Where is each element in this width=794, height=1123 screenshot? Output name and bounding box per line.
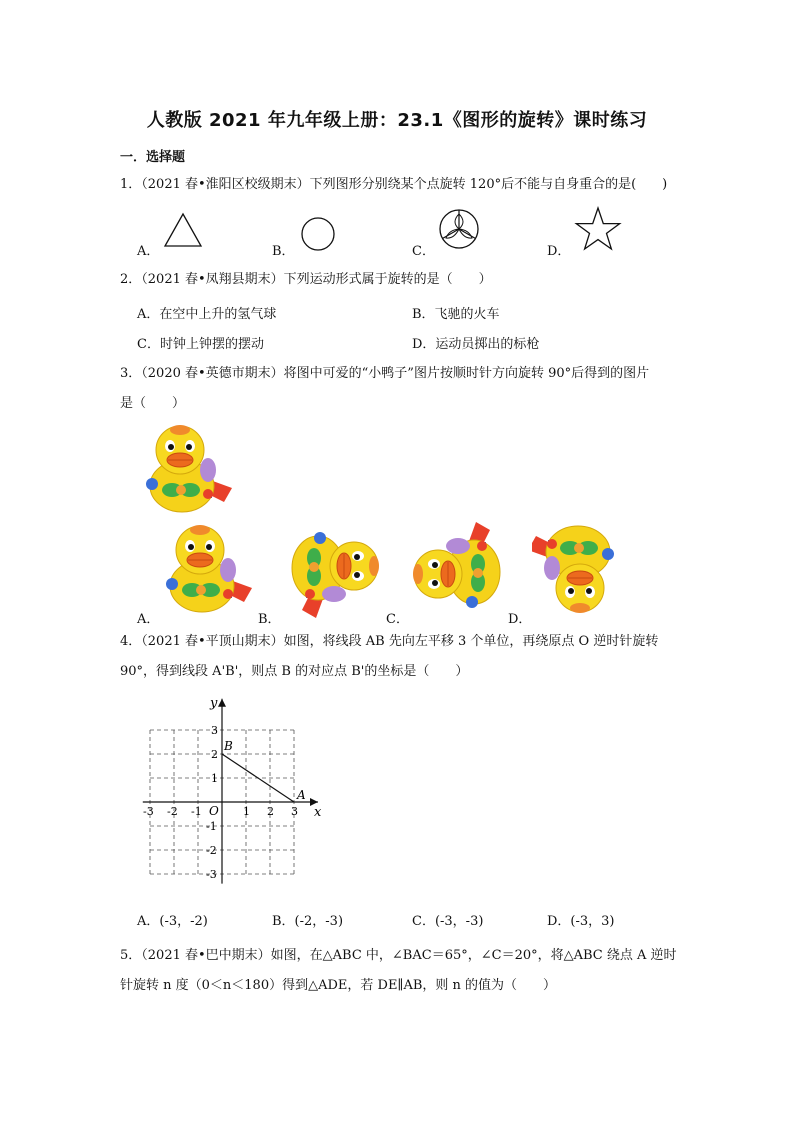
x-axis-label: x bbox=[314, 805, 322, 820]
x-tick-label: 3 bbox=[291, 805, 298, 818]
question-2-text: 2．（2021 春•凤翔县期末）下列运动形式属于旋转的是（ ） bbox=[120, 272, 492, 287]
duck-option-b-image bbox=[282, 522, 390, 618]
x-tick-label: -1 bbox=[191, 805, 202, 818]
x-tick-label: -3 bbox=[143, 805, 154, 818]
question-3-text-line1: 3．（2020 春•英德市期末）将图中可爱的“小鸭子”图片按顺时针方向旋转 90°后得到的图片 bbox=[120, 366, 650, 381]
q3-option-d-label: D． bbox=[508, 612, 532, 627]
question-4-text-line2: 90°，得到线段 A'B'，则点 B 的对应点 B'的坐标是（ ） bbox=[120, 664, 469, 679]
three-sector-circle-icon bbox=[438, 208, 480, 250]
q2-option-a: A．在空中上升的氢气球 bbox=[137, 307, 277, 322]
question-5-text-line2: 针旋转 n 度（0＜n＜180）得到△ADE，若 DE∥AB，则 n 的值为（ ） bbox=[120, 978, 557, 993]
y-axis-arrow bbox=[218, 699, 226, 707]
x-tick-label: 1 bbox=[243, 805, 250, 818]
y-tick-label: 2 bbox=[211, 748, 218, 761]
y-tick-label: -1 bbox=[206, 820, 217, 833]
axes bbox=[143, 699, 318, 884]
duck-option-d-image bbox=[532, 522, 628, 618]
q3-option-c-label: C． bbox=[386, 612, 409, 627]
question-5-text-line1: 5．（2021 春•巴中期末）如图，在△ABC 中，∠BAC＝65°，∠C＝20°，将△ABC 绕点 A 逆时 bbox=[120, 948, 677, 963]
q3-option-b-label: B． bbox=[258, 612, 281, 627]
question-1-text: 1．（2021 春•淮阳区校级期末）下列图形分别绕某个点旋转 120°后不能与自身重合的是( ) bbox=[120, 177, 668, 192]
q4-option-d: D．(-3，3) bbox=[547, 914, 615, 929]
question-4-text-line1: 4．（2021 春•平顶山期末）如图，将线段 AB 先向左平移 3 个单位，再绕原点 O 逆时针旋转 bbox=[120, 634, 659, 649]
coordinate-graph bbox=[136, 692, 336, 892]
q2-option-c: C．时钟上钟摆的摆动 bbox=[137, 337, 264, 352]
q2-option-b: B．飞驰的火车 bbox=[412, 307, 500, 322]
q1-option-d-label: D． bbox=[547, 244, 571, 259]
y-tick-label: -3 bbox=[206, 868, 217, 881]
q2-option-d: D．运动员掷出的标枪 bbox=[412, 337, 540, 352]
star-icon bbox=[574, 206, 622, 252]
circle-icon bbox=[300, 216, 336, 252]
y-tick-label: -2 bbox=[206, 844, 217, 857]
y-tick-label: 3 bbox=[211, 724, 218, 737]
origin-label: O bbox=[209, 804, 219, 818]
duck-original-image bbox=[140, 420, 236, 516]
duck-option-c-image bbox=[404, 522, 512, 618]
q1-option-b-label: B． bbox=[272, 244, 295, 259]
x-tick-label: 2 bbox=[267, 805, 274, 818]
point-b-label: B bbox=[224, 739, 233, 753]
y-tick-label: 1 bbox=[211, 772, 218, 785]
q3-option-a-label: A． bbox=[137, 612, 160, 627]
q4-option-b: B．(-2，-3) bbox=[272, 914, 344, 929]
q1-option-c-label: C． bbox=[412, 244, 435, 259]
duck-option-a-image bbox=[160, 522, 256, 618]
y-axis-label: y bbox=[210, 695, 218, 711]
q4-option-c: C．(-3，-3) bbox=[412, 914, 484, 929]
q4-option-a: A．(-3，-2) bbox=[137, 914, 208, 929]
x-tick-label: -2 bbox=[167, 805, 178, 818]
q1-option-a-label: A． bbox=[137, 244, 160, 259]
point-a-label: A bbox=[297, 788, 306, 802]
triangle-icon bbox=[163, 212, 203, 248]
question-3-text-line2: 是（ ） bbox=[120, 396, 186, 411]
section-heading: 一．选择题 bbox=[120, 150, 186, 165]
page-title: 人教版 2021 年九年级上册：23.1《图形的旋转》课时练习 bbox=[146, 110, 648, 131]
